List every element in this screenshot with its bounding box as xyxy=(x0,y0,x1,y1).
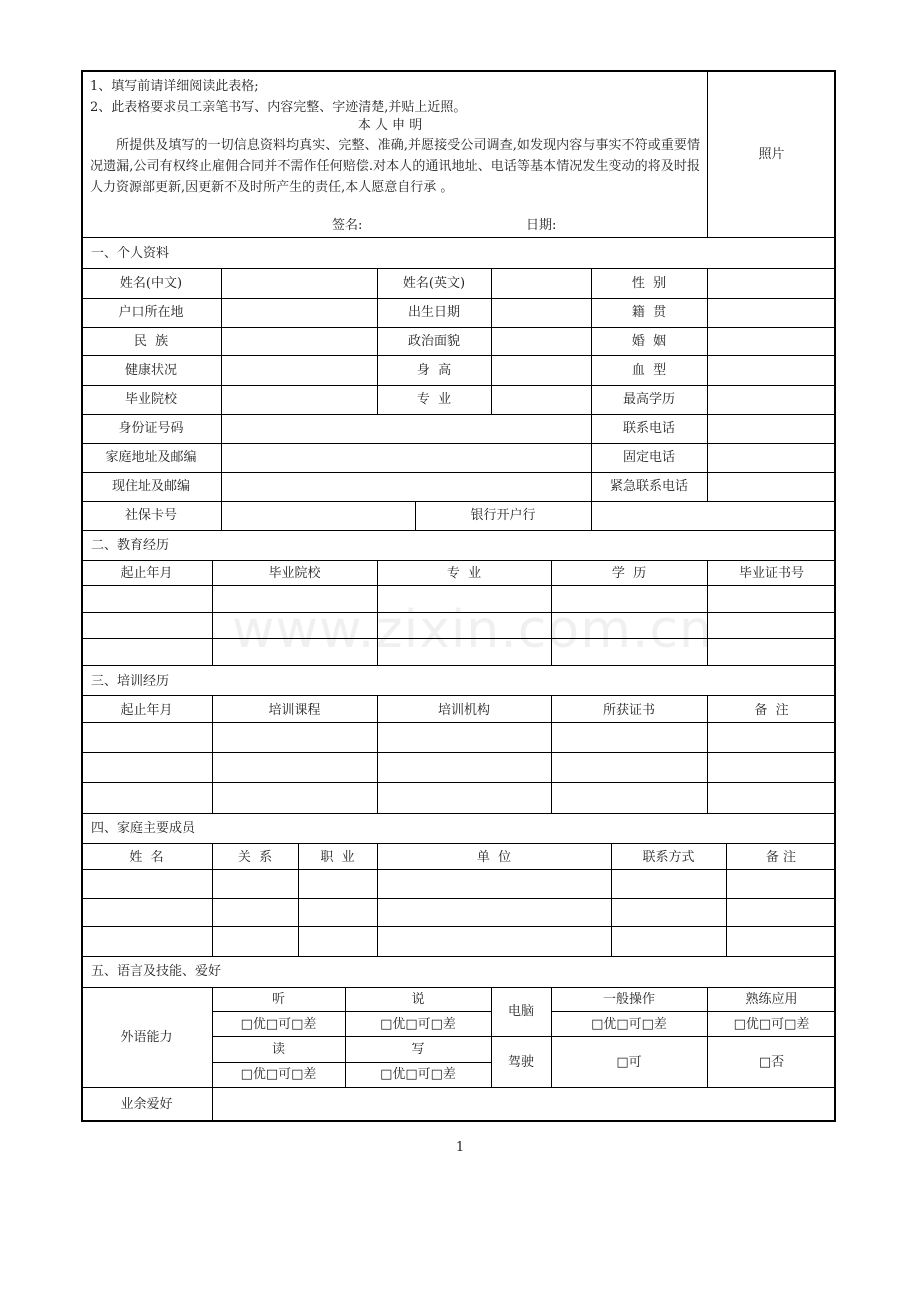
field-label: 外语能力 xyxy=(120,1030,173,1045)
column-header: 备 注 xyxy=(765,850,797,865)
rule xyxy=(81,665,836,666)
rule xyxy=(212,1011,491,1012)
column-header: 起止年月 xyxy=(120,566,173,581)
rule xyxy=(491,987,492,1087)
field-label: 社保卡号 xyxy=(124,508,177,523)
photo-label: 照片 xyxy=(758,147,785,162)
field-label: 业余爱好 xyxy=(120,1097,173,1112)
field-label: 说 xyxy=(411,992,425,1007)
page-number: 1 xyxy=(455,1140,465,1155)
rule xyxy=(212,1062,491,1063)
rule xyxy=(81,1087,836,1088)
field-label: 民 族 xyxy=(133,334,169,349)
field-label: 毕业院校 xyxy=(124,392,177,407)
checkbox-group[interactable]: □优□可□差 xyxy=(591,1017,667,1032)
rule xyxy=(81,843,836,844)
field-label: 联系电话 xyxy=(622,421,675,436)
field-label: 驾驶 xyxy=(507,1055,534,1070)
rule xyxy=(81,813,836,814)
column-header: 起止年月 xyxy=(120,703,173,718)
instruction-2: 2、此表格要求员工亲笔书写、内容完整、字迹清楚,并贴上近照。 xyxy=(90,100,467,115)
column-header: 单 位 xyxy=(476,850,512,865)
field-label: 银行开户行 xyxy=(470,508,536,523)
column-header: 联系方式 xyxy=(642,850,695,865)
field-label: 姓名(中文) xyxy=(119,276,183,291)
field-label: 电脑 xyxy=(507,1004,534,1019)
rule xyxy=(212,1036,836,1037)
checkbox-option[interactable]: □可 xyxy=(616,1055,642,1070)
column-header: 专 业 xyxy=(446,566,482,581)
date-label: 日期: xyxy=(526,218,557,233)
rule xyxy=(81,268,836,269)
rule xyxy=(81,443,836,444)
field-label: 健康状况 xyxy=(124,363,177,378)
rule xyxy=(221,268,222,530)
field-label: 读 xyxy=(271,1042,285,1057)
signature-label: 签名: xyxy=(332,218,363,233)
rule xyxy=(81,926,836,927)
watermark: www.zixin.com.cn xyxy=(232,600,713,660)
field-label: 身 高 xyxy=(416,363,452,378)
column-header: 关 系 xyxy=(237,850,273,865)
field-label: 籍 贯 xyxy=(631,305,667,320)
column-header: 培训机构 xyxy=(437,703,490,718)
field-label: 写 xyxy=(411,1042,425,1057)
rule xyxy=(81,560,836,561)
rule xyxy=(81,782,836,783)
rule xyxy=(81,385,836,386)
checkbox-group[interactable]: □优□可□差 xyxy=(240,1067,317,1082)
field-label: 听 xyxy=(271,992,285,1007)
field-label: 一般操作 xyxy=(602,992,655,1007)
column-header: 毕业证书号 xyxy=(738,566,804,581)
rule xyxy=(491,268,492,414)
column-header: 姓 名 xyxy=(129,850,164,865)
field-label: 紧急联系电话 xyxy=(609,479,688,494)
field-label: 性 别 xyxy=(631,276,667,291)
checkbox-option[interactable]: □否 xyxy=(758,1055,785,1070)
rule xyxy=(81,987,836,988)
rule xyxy=(81,355,836,356)
checkbox-group[interactable]: □优□可□差 xyxy=(733,1017,810,1032)
field-label: 熟练应用 xyxy=(745,992,798,1007)
rule xyxy=(81,237,836,238)
field-label: 家庭地址及邮编 xyxy=(105,450,197,465)
field-label: 户口所在地 xyxy=(118,305,184,320)
rule xyxy=(81,530,836,531)
section-title: 三、培训经历 xyxy=(91,674,170,689)
field-label: 姓名(英文) xyxy=(402,276,466,291)
column-header: 职 业 xyxy=(320,850,355,865)
column-header: 培训课程 xyxy=(268,703,321,718)
section-title: 二、教育经历 xyxy=(91,538,170,553)
rule xyxy=(81,722,836,723)
field-label: 固定电话 xyxy=(622,450,675,465)
checkbox-group[interactable]: □优□可□差 xyxy=(380,1067,456,1082)
rule xyxy=(551,1011,836,1012)
column-header: 学 历 xyxy=(611,566,647,581)
declaration-body: 所提供及填写的一切信息资料均真实、完整、准确,并愿接受公司调查,如发现内容与事实不符或重要情况遗漏,公司有权终止雇佣合同并不需作任何赔偿.对本人的通讯地址、电话等基本情况发生变动的将及时报人力资源部更新,因更新不及时所产生的责任,本人愿意自行承 。 xyxy=(90,138,700,195)
rule xyxy=(81,695,836,696)
rule xyxy=(81,869,836,870)
rule xyxy=(81,414,836,415)
section-title: 四、家庭主要成员 xyxy=(91,821,196,836)
field-label: 专 业 xyxy=(416,392,452,407)
field-label: 出生日期 xyxy=(407,305,460,320)
column-header: 备 注 xyxy=(754,703,789,718)
rule xyxy=(81,501,836,502)
rule xyxy=(707,268,708,501)
instruction-1: 1、填写前请详细阅读此表格; xyxy=(90,79,259,94)
rule xyxy=(81,898,836,899)
declaration-title: 本 人 申 明 xyxy=(357,118,423,133)
rule xyxy=(81,327,836,328)
field-label: 血 型 xyxy=(631,363,667,378)
rule xyxy=(81,956,836,957)
rule xyxy=(81,752,836,753)
field-label: 政治面貌 xyxy=(407,334,460,349)
checkbox-group[interactable]: □优□可□差 xyxy=(240,1017,317,1032)
rule xyxy=(81,585,836,586)
rule xyxy=(81,298,836,299)
field-label: 婚 姻 xyxy=(631,334,667,349)
section-title: 一、个人资料 xyxy=(91,246,170,261)
checkbox-group[interactable]: □优□可□差 xyxy=(380,1017,456,1032)
field-label: 最高学历 xyxy=(622,392,675,407)
field-label: 身份证号码 xyxy=(118,421,184,436)
rule xyxy=(81,472,836,473)
column-header: 毕业院校 xyxy=(268,566,321,581)
field-label: 现住址及邮编 xyxy=(111,479,190,494)
section-title: 五、语言及技能、爱好 xyxy=(91,964,222,979)
column-header: 所获证书 xyxy=(602,703,655,718)
